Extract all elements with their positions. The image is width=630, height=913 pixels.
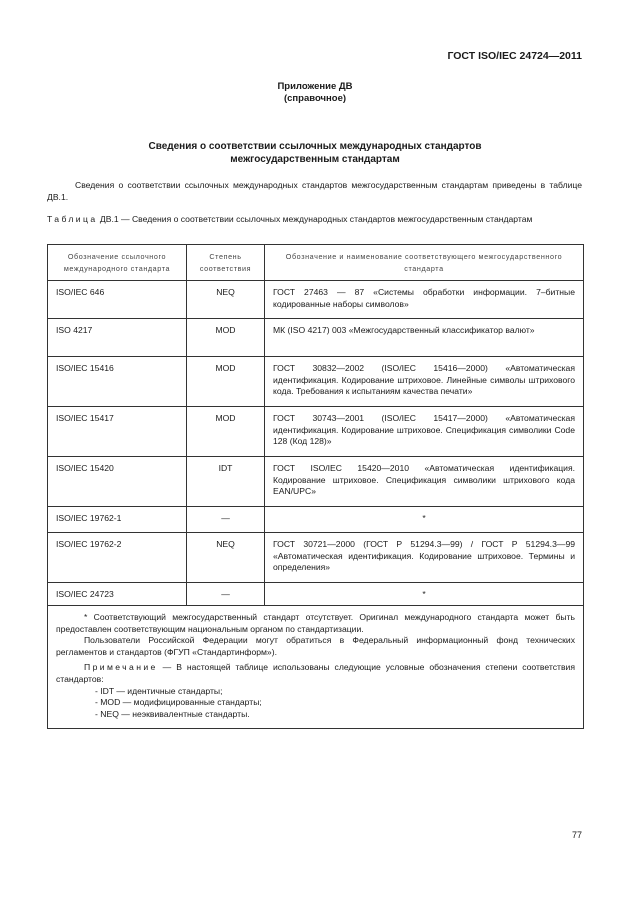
degree-cell: MOD: [187, 407, 265, 457]
degree-cell: IDT: [187, 457, 265, 507]
intl-standard-cell: ISO/IEC 15416: [48, 357, 187, 407]
degree-cell: MOD: [187, 357, 265, 407]
header-degree: Степень соответствия: [187, 245, 265, 281]
intl-standard-cell: ISO/IEC 15420: [48, 457, 187, 507]
national-standard-cell: *: [265, 507, 584, 533]
intl-standard-cell: ISO/IEC 15417: [48, 407, 187, 457]
degree-cell: MOD: [187, 319, 265, 357]
table-row: [48, 319, 584, 357]
national-standard-cell: ГОСТ ISO/IEC 15420—2010 «Автоматическая идентификация. Кодирование штриховое. Спецификация символики штрихового кода EAN/UPC»: [265, 457, 584, 507]
table-notes: [48, 606, 584, 729]
table-row: [48, 357, 584, 407]
table-caption: [47, 213, 582, 225]
annex-heading: [0, 81, 630, 105]
table-row: [48, 583, 584, 606]
degree-cell: NEQ: [187, 533, 265, 583]
intl-standard-cell: ISO 4217: [48, 319, 187, 357]
degree-cell: NEQ: [187, 281, 265, 319]
legend-item-neq: - NEQ — неэквивалентные стандарты.: [95, 708, 250, 719]
national-standard-cell: ГОСТ 27463 — 87 «Системы обработки информации. 7–битные кодированные наборы символов»: [265, 281, 584, 319]
degree-cell: —: [187, 583, 265, 606]
national-standard-cell: ГОСТ 30743—2001 (ISO/IEC 15417—2000) «Автоматическая идентификация. Кодирование штриховое. Спецификация символики Code 128 (Код 128)»: [265, 407, 584, 457]
table-row: [48, 407, 584, 457]
national-standard-cell: *: [265, 583, 584, 606]
note-intro: [56, 662, 575, 685]
intro-paragraph: Сведения о соответствии ссылочных международных стандартов межгосударственным стандартам приведены в таблице ДВ.1.: [47, 180, 582, 202]
note-label: Примечание: [84, 662, 158, 673]
annex-type: (справочное): [283, 93, 347, 104]
table-header-row: [48, 245, 584, 281]
footnote: * Соответствующий межгосударственный стандарт отсутствует. Оригинал международного стандарта может быть предоставлен соответствующим национальным органом по стандартизации.: [56, 612, 575, 634]
intl-standard-cell: ISO/IEC 646: [48, 281, 187, 319]
conformity-table: [47, 244, 584, 729]
header-intl-standard: Обозначение ссылочного международного стандарта: [48, 245, 187, 281]
table-row: [48, 533, 584, 583]
intl-standard-cell: ISO/IEC 24723: [48, 583, 187, 606]
legend-item-mod: - MOD — модифицированные стандарты;: [95, 697, 262, 708]
document-title-line-1: Сведения о соответствии ссылочных международных стандартов: [148, 141, 482, 152]
legend-item-idt: - IDT — идентичные стандарты;: [95, 685, 223, 696]
table-caption-label: Таблица: [47, 214, 98, 224]
document-title: [0, 140, 630, 166]
intl-standard-cell: ISO/IEC 19762-1: [48, 507, 187, 533]
annex-title: Приложение ДВ: [277, 81, 353, 92]
document-title-line-2: межгосударственным стандартам: [230, 154, 400, 165]
national-standard-cell: ГОСТ 30721—2000 (ГОСТ Р 51294.3—99) / ГОСТ Р 51294.3—99 «Автоматическая идентификация. Кодирование штриховое. Термины и определения»: [265, 533, 584, 583]
page-number: 77: [571, 830, 582, 840]
table-row: [48, 507, 584, 533]
header-national-standard: Обозначение и наименование соответствующего межгосударственного стандарта: [265, 245, 584, 281]
table-caption-text: ДВ.1 — Сведения о соответствии ссылочных международных стандартов межгосударственным стандартам: [97, 214, 533, 224]
standard-designation: ГОСТ ISO/IEC 24724—2011: [447, 50, 582, 62]
intl-standard-cell: ISO/IEC 19762-2: [48, 533, 187, 583]
national-standard-cell: ГОСТ 30832—2002 (ISO/IEC 15416—2000) «Автоматическая идентификация. Кодирование штриховое. Линейные символы штрихового кода. Требования к испытаниям качества печати»: [265, 357, 584, 407]
table-notes-row: [48, 606, 584, 729]
degree-cell: —: [187, 507, 265, 533]
national-standard-cell: МК (ISO 4217) 003 «Межгосударственный классификатор валют»: [265, 319, 584, 357]
table-row: [48, 457, 584, 507]
note-text: — В настоящей таблице использованы следующие условные обозначения степени соответствия стандартов:: [56, 662, 575, 684]
table-row: [48, 281, 584, 319]
users-note: Пользователи Российской Федерации могут обратиться в Федеральный информационный фонд технических регламентов и стандартов (ФГУП «Стандартинформ»).: [56, 635, 575, 657]
